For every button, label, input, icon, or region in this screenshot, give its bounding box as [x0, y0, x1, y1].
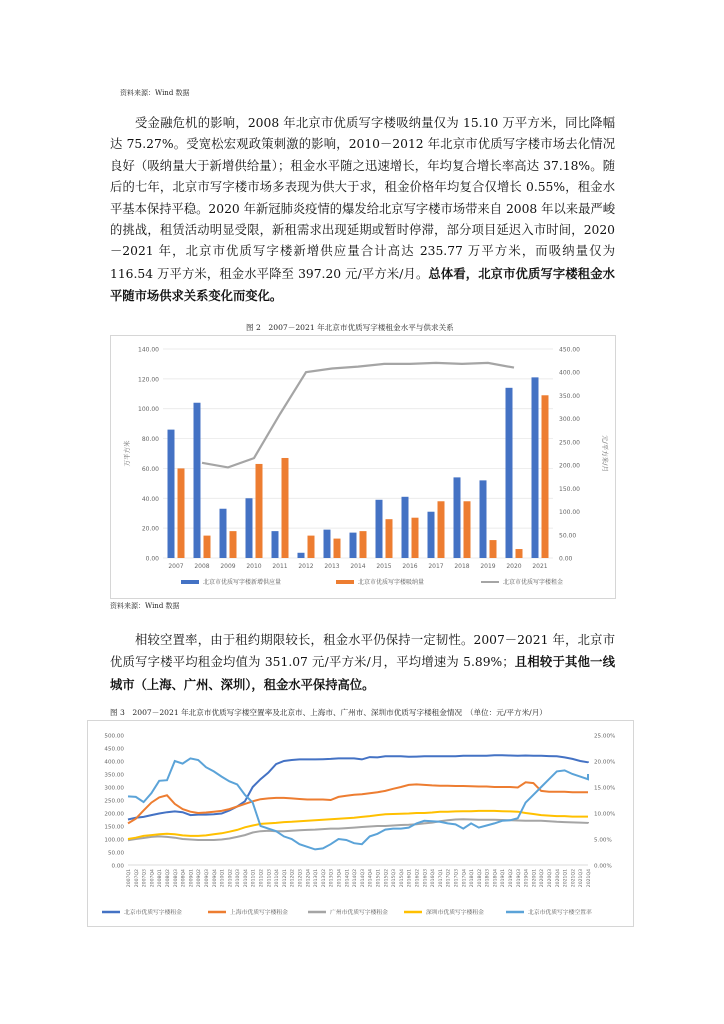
x-tick-label: 2013Q2 — [321, 869, 327, 888]
y2-tick-label: 20.00% — [594, 759, 616, 766]
bar-absorption — [490, 540, 497, 558]
paragraph-2 — [110, 630, 615, 696]
bar-absorption — [360, 531, 367, 558]
bar-supply — [298, 553, 305, 558]
x-tick-label: 2021 — [532, 563, 548, 570]
x-tick-label: 2011Q4 — [275, 869, 281, 888]
x-tick-label: 2021Q1 — [563, 869, 569, 888]
x-tick-label: 2016Q1 — [407, 869, 413, 888]
x-tick-label: 2020Q2 — [540, 869, 546, 888]
figure-2-chart — [110, 335, 616, 599]
bar-absorption — [204, 536, 211, 558]
x-tick-label: 2013Q4 — [337, 869, 343, 888]
x-tick-label: 2016Q4 — [431, 869, 437, 888]
legend-label: 北京市优质写字楼租金 — [124, 910, 182, 916]
y2-tick-label: 25.00% — [594, 733, 616, 740]
y2-tick-label: 50.00 — [559, 532, 577, 540]
x-tick-label: 2010 — [246, 563, 262, 570]
x-tick-label: 2011 — [272, 563, 288, 570]
x-tick-label: 2014 — [350, 563, 366, 570]
y2-tick-label: 15.00% — [594, 785, 616, 792]
x-tick-label: 2010Q1 — [220, 869, 226, 888]
figure-2-title: 图 2 2007－2021 年北京市优质写字楼租金水平与供求关系 — [246, 323, 454, 332]
y-axis-label: 万平方米 — [123, 440, 131, 467]
x-tick-label: 2019 — [480, 563, 496, 570]
bar-absorption — [256, 464, 263, 558]
x-tick-label: 2015Q3 — [392, 869, 398, 888]
y-tick-label: 60.00 — [141, 465, 159, 473]
x-tick-label: 2010Q4 — [243, 869, 249, 888]
y-tick-label: 100.00 — [104, 837, 124, 844]
x-tick-label: 2008Q4 — [181, 869, 187, 888]
y2-tick-label: 250.00 — [559, 439, 580, 447]
x-tick-label: 2010Q2 — [228, 869, 234, 888]
y-tick-label: 50.00 — [107, 850, 124, 857]
y-tick-label: 80.00 — [141, 436, 159, 444]
x-tick-label: 2018Q1 — [470, 869, 476, 888]
x-tick-label: 2014Q3 — [360, 869, 366, 888]
bar-absorption — [178, 468, 185, 558]
x-tick-label: 2011Q3 — [267, 869, 273, 888]
y2-tick-label: 5.00% — [594, 837, 612, 844]
x-tick-label: 2015Q2 — [384, 869, 390, 888]
paragraph-1 — [110, 113, 615, 308]
legend-label: 上海市优质写字楼租金 — [230, 910, 288, 916]
bar-supply — [428, 512, 435, 558]
x-tick-label: 2013 — [324, 563, 340, 570]
x-tick-label: 2012 — [298, 563, 314, 570]
bar-supply — [168, 430, 175, 558]
x-tick-label: 2013Q3 — [329, 869, 335, 888]
legend-label: 广州市优质写字楼租金 — [330, 910, 388, 916]
y-tick-label: 0.00 — [145, 555, 159, 563]
x-tick-label: 2012Q2 — [290, 869, 296, 888]
x-tick-label: 2008Q2 — [165, 869, 171, 888]
bar-absorption — [464, 501, 471, 558]
x-tick-label: 2012Q3 — [298, 869, 304, 888]
y2-tick-label: 100.00 — [559, 509, 580, 517]
y2-axis-label: 元/平方米/月 — [601, 435, 609, 472]
x-tick-label: 2019Q3 — [516, 869, 522, 888]
x-tick-label: 2018Q2 — [477, 869, 483, 888]
y-tick-label: 120.00 — [138, 376, 159, 384]
x-tick-label: 2017 — [428, 563, 444, 570]
figure-3-title: 图 3 2007－2021 年北京市优质写字楼空置率及北京市、上海市、广州市、深圳市优质写字楼租金情况 （单位：元/平方米/月） — [110, 708, 547, 717]
x-tick-label: 2021Q4 — [587, 869, 592, 888]
bar-supply — [454, 477, 461, 558]
bar-absorption — [230, 531, 237, 558]
y2-tick-label: 150.00 — [559, 485, 580, 493]
bar-supply — [480, 480, 487, 558]
paragraph-2-bold: 且相较于其他一线城市（上海、广州、深圳），租金水平保持高位。 — [110, 654, 615, 692]
y-tick-label: 250.00 — [104, 798, 124, 805]
legend-label: 北京市优质写字楼吸纳量 — [358, 579, 425, 586]
bar-supply — [506, 388, 513, 558]
x-tick-label: 2010Q3 — [236, 869, 242, 888]
x-tick-label: 2019Q1 — [501, 869, 507, 888]
source-note-top: 资料来源：Wind 数据 — [120, 89, 190, 97]
bar-supply — [324, 530, 331, 558]
x-tick-label: 2021Q2 — [571, 869, 577, 888]
x-tick-label: 2009Q2 — [197, 869, 203, 888]
y-tick-label: 200.00 — [104, 811, 124, 818]
x-tick-label: 2016Q2 — [415, 869, 421, 888]
x-tick-label: 2015Q4 — [399, 869, 405, 888]
y-tick-label: 500.00 — [104, 733, 124, 740]
x-tick-label: 2019Q4 — [524, 869, 530, 888]
bar-supply — [402, 497, 409, 558]
x-tick-label: 2012Q1 — [282, 869, 288, 888]
y-tick-label: 350.00 — [104, 772, 124, 779]
bar-supply — [272, 531, 279, 558]
x-tick-label: 2018Q3 — [485, 869, 491, 888]
legend-label: 北京市优质写字楼新增供应量 — [203, 579, 282, 586]
figure-3-chart — [87, 720, 634, 927]
x-tick-label: 2016Q3 — [423, 869, 429, 888]
x-tick-label: 2019Q2 — [509, 869, 515, 888]
y2-tick-label: 200.00 — [559, 462, 580, 470]
y-tick-label: 400.00 — [104, 759, 124, 766]
series-line — [128, 819, 588, 840]
x-tick-label: 2020Q1 — [532, 869, 538, 888]
x-tick-label: 2009 — [220, 563, 236, 570]
x-tick-label: 2016 — [402, 563, 418, 570]
x-tick-label: 2008Q1 — [158, 869, 164, 888]
y-tick-label: 0.00 — [111, 863, 124, 870]
x-tick-label: 2007Q3 — [142, 869, 148, 888]
y2-tick-label: 0.00% — [594, 863, 612, 870]
bar-absorption — [412, 518, 419, 558]
legend-label: 北京市优质写字楼租金 — [503, 579, 564, 586]
y-tick-label: 40.00 — [141, 495, 159, 503]
bar-absorption — [438, 501, 445, 558]
bar-supply — [376, 500, 383, 558]
x-tick-label: 2021Q3 — [579, 869, 585, 888]
x-tick-label: 2014Q4 — [368, 869, 374, 888]
x-tick-label: 2017Q3 — [454, 869, 460, 888]
x-tick-label: 2014Q1 — [345, 869, 351, 888]
y-tick-label: 100.00 — [138, 406, 159, 414]
y-tick-label: 140.00 — [138, 346, 159, 354]
x-tick-label: 2012Q4 — [306, 869, 312, 888]
bar-supply — [246, 498, 253, 558]
x-tick-label: 2020 — [506, 563, 522, 570]
y2-tick-label: 10.00% — [594, 811, 616, 818]
y-tick-label: 450.00 — [104, 746, 124, 753]
x-tick-label: 2009Q1 — [189, 869, 195, 888]
x-tick-label: 2017Q4 — [462, 869, 468, 888]
x-tick-label: 2015 — [376, 563, 392, 570]
x-tick-label: 2014Q2 — [353, 869, 359, 888]
y-tick-label: 150.00 — [104, 824, 124, 831]
x-tick-label: 2007Q1 — [127, 869, 132, 888]
y2-tick-label: 450.00 — [559, 346, 580, 354]
figure-3-svg — [88, 721, 633, 926]
x-tick-label: 2009Q4 — [212, 869, 218, 888]
bar-supply — [220, 509, 227, 558]
x-tick-label: 2020Q4 — [555, 869, 561, 888]
bar-absorption — [542, 395, 549, 558]
paragraph-1-bold: 总体看，北京市优质写字楼租金水平随市场供求关系变化而变化。 — [110, 265, 615, 304]
x-tick-label: 2011Q2 — [259, 869, 265, 888]
x-tick-label: 2008 — [194, 563, 210, 570]
y2-tick-label: 350.00 — [559, 392, 580, 400]
legend-label: 北京市优质写字楼空置率 — [528, 910, 592, 916]
paragraph-2-text: 相较空置率，由于租约期限较长，租金水平仍保持一定韧性。2007－2021 年，北京市优质写字楼平均租金均值为 351.07 元/平方米/月，平均增速为 5.89%； — [110, 633, 615, 670]
y-tick-label: 300.00 — [104, 785, 124, 792]
figure-2-svg — [111, 336, 615, 598]
bar-supply — [532, 377, 539, 558]
bar-absorption — [282, 458, 289, 558]
bar-absorption — [308, 536, 315, 558]
x-tick-label: 2020Q3 — [548, 869, 554, 888]
bar-supply — [194, 403, 201, 558]
bar-absorption — [334, 539, 341, 558]
x-tick-label: 2013Q1 — [314, 869, 320, 888]
x-tick-label: 2015Q1 — [376, 869, 382, 888]
x-tick-label: 2018 — [454, 563, 470, 570]
x-tick-label: 2009Q3 — [204, 869, 210, 888]
x-tick-label: 2018Q4 — [493, 869, 499, 888]
bar-supply — [350, 533, 357, 558]
y2-tick-label: 300.00 — [559, 416, 580, 424]
figure-2-source: 资料来源：Wind 数据 — [110, 602, 180, 610]
x-tick-label: 2017Q2 — [446, 869, 452, 888]
x-tick-label: 2008Q3 — [173, 869, 179, 888]
x-tick-label: 2007Q4 — [150, 869, 156, 888]
x-tick-label: 2007Q2 — [134, 869, 140, 888]
y-tick-label: 20.00 — [141, 525, 159, 533]
bar-absorption — [516, 549, 523, 558]
y2-tick-label: 0.00 — [559, 555, 573, 563]
paragraph-1-text: 受金融危机的影响，2008 年北京市优质写字楼吸纳量仅为 15.10 万平方米，同比降幅达 75.27%。受宽松宏观政策刺激的影响，2010－2012 年北京市优质写字楼市场去化情况良好（吸纳量大于新增供给量）；租金水平随之迅速增长，年均复合增长率高达 37.18%。随后的七年，北京市写字楼市场多表现为供大于求，租金价格年均复合仅增长 0.55%，租金水平基本保持平稳。2020 年新冠肺炎疫情的爆发给北京写字楼市场带来自 2008 年以来最严峻的挑战，租赁活动明显受限，新租需求出现延期或暂时停滞，部分项目延迟入市时间，2020－2021 年，北京市优质写字楼新增供应量合计高达 235.77 万平方米，而吸纳量仅为 116.54 万平方米，租金水平降至 397.20 元/平方米/月。 — [110, 116, 615, 281]
y2-tick-label: 400.00 — [559, 369, 580, 377]
bar-absorption — [386, 519, 393, 558]
legend-label: 深圳市优质写字楼租金 — [426, 910, 484, 916]
x-tick-label: 2017Q1 — [438, 869, 444, 888]
x-tick-label: 2007 — [168, 563, 184, 570]
x-tick-label: 2011Q1 — [251, 869, 257, 888]
